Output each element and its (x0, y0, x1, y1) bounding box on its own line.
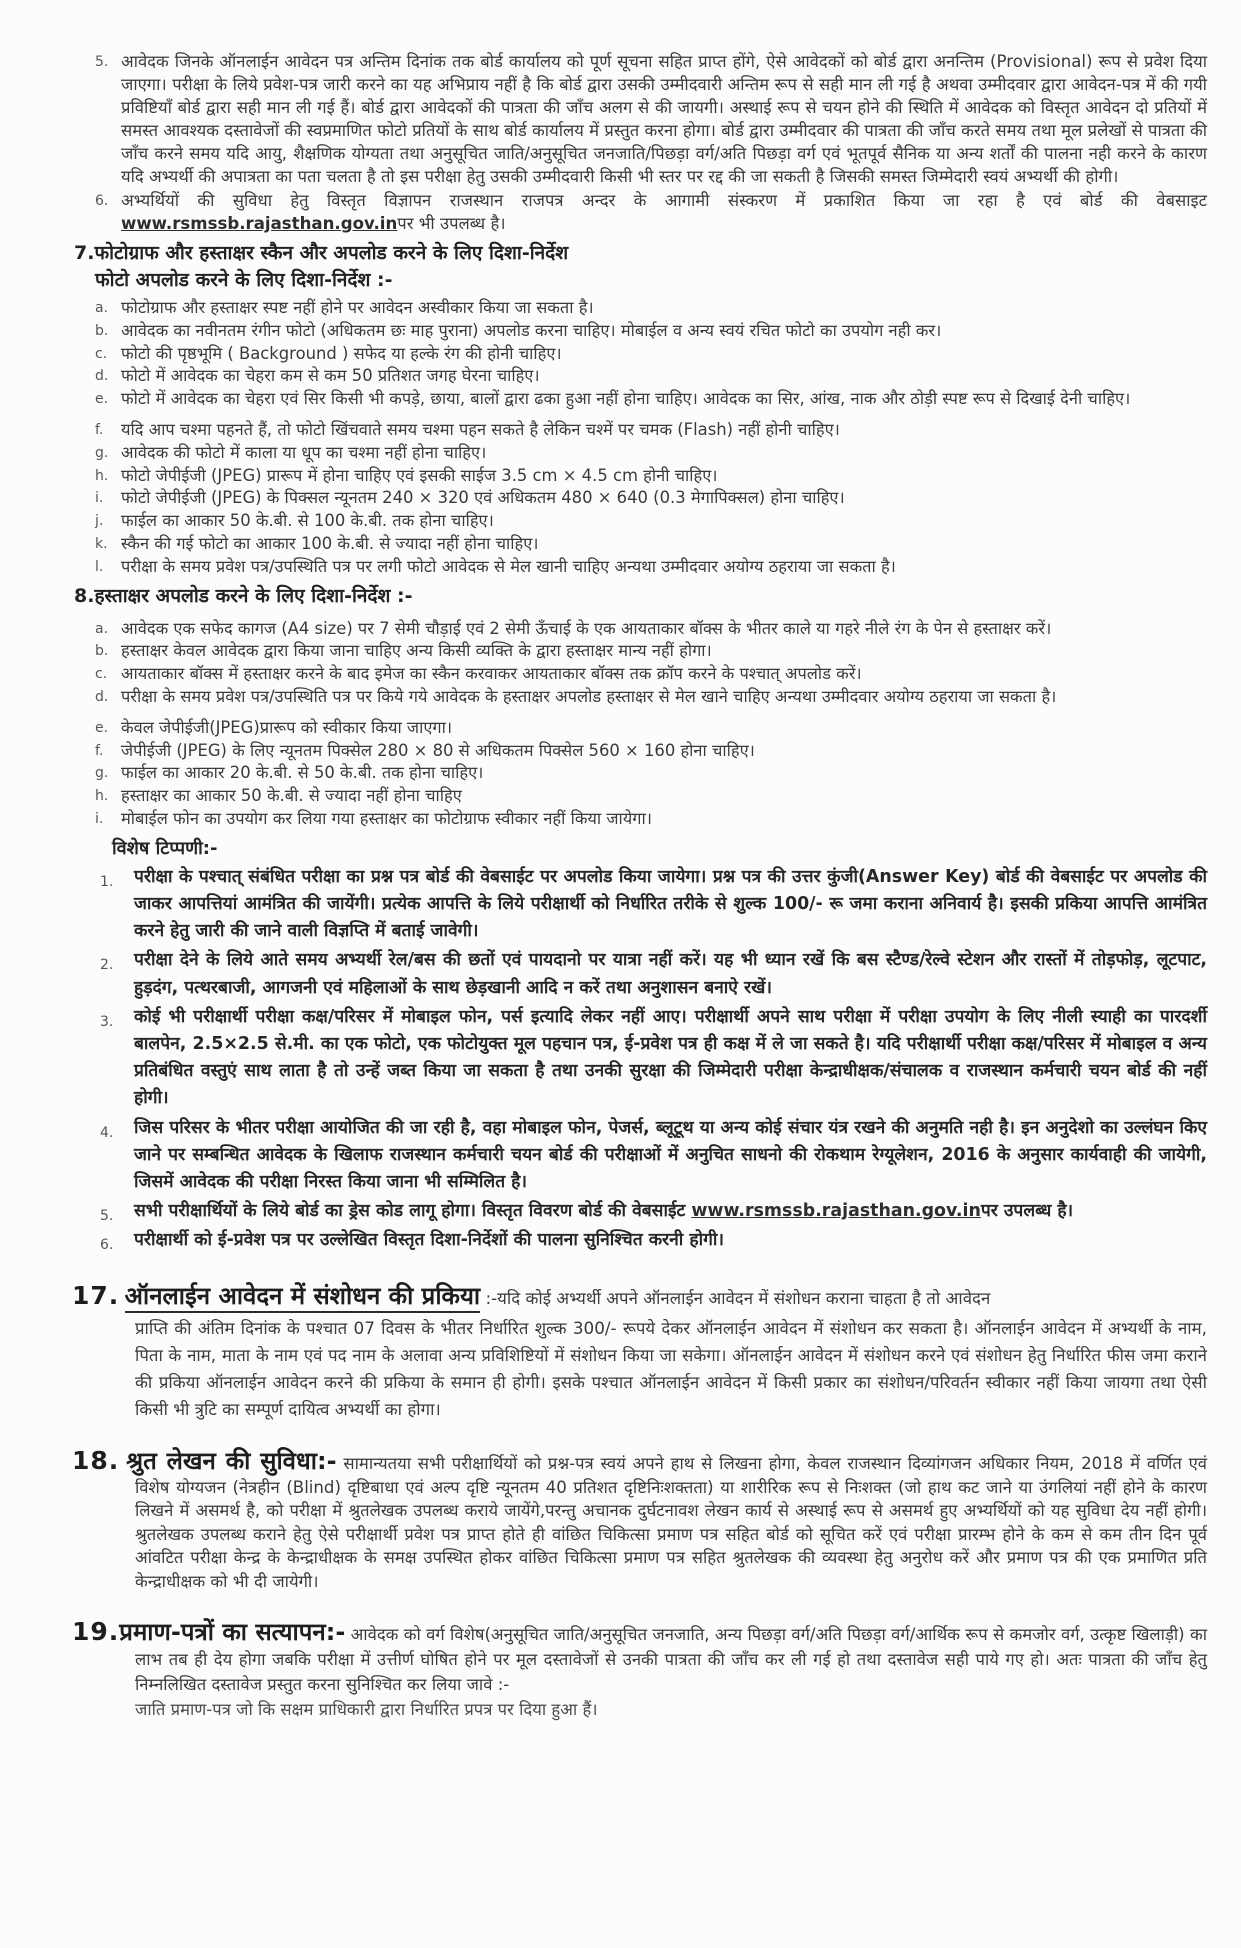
list-item (95, 556, 1207, 578)
item-marker: k. (95, 535, 108, 552)
item-marker: b. (95, 643, 109, 660)
dress-code-website-url: www.rsmssb.rajasthan.gov.in (691, 1201, 981, 1222)
item-text: परीक्षा के समय प्रवेश पत्र/उपस्थिति पत्र पर किये गये आवेदक के हस्ताक्षर अपलोड हस्ताक्षर से मेल खाने चाहिए अन्यथा उम्मीदवार अयोग्य ठहराया जा सकता है। (121, 686, 1057, 706)
item-text: फोटो जेपीईजी (JPEG) प्रारूप में होना चाहिए एवं इसकी साईज 3.5 cm × 4.5 cm होनी चाहिए। (121, 465, 718, 485)
section-17 (72, 1281, 1207, 1424)
item-marker: a. (95, 620, 109, 637)
item-marker: c. (95, 666, 108, 683)
item-text: स्कैन की गई फोटो का आकार 100 के.बी. से ज्यादा नहीं होना चाहिए। (121, 533, 539, 553)
item-text: फोटोग्राफ और हस्ताक्षर स्पष्ट नहीं होने पर आवेदन अस्वीकार किया जा सकता है। (121, 298, 594, 317)
list-item (95, 388, 1207, 410)
section17-body: प्राप्ति की अंतिम दिनांक के पश्चात 07 दिवस के भीतर निर्धारित शुल्क 300/- रूपये देकर ऑनलाईन आवेदन में संशोधन कर सकता है। ऑनलाईन आवेदन में अभ्यर्थी के नाम, पिता के नाम, माता के नाम एवं पद नाम के अलावा अन्य प्रविशिष्टियों में संशोधन किया जा सकेगा। ऑनलाईन आवेदन में संशोधन करने एवं संशोधन हेतु निर्धारित फीस जमा कराने की प्रकिया ऑनलाईन आवेदन करने की प्रकिया के समान ही होगी। इसके पश्चात ऑनलाईन आवेदन में किसी प्रकार का संशोधन/परिवर्तन स्वीकार नहीं किया जायगा तथा ऐसी किसी भी त्रुटि का सम्पूर्ण दायित्व अभ्यर्थी का होगा। (135, 1317, 1207, 1420)
note-item (100, 1115, 1207, 1197)
intro-item-5-marker: 5. (95, 54, 109, 70)
item-marker: e. (95, 391, 109, 408)
item-text: फोटो में आवेदक का चेहरा कम से कम 50 प्रतिशत जगह घेरना चाहिए। (121, 366, 540, 386)
item-text: कोई भी परीक्षार्थी परीक्षा कक्ष/परिसर में मोबाइल फोन, पर्स इत्यादि लेकर नहीं आए। परीक्षार्थी अपने साथ परीक्षा में परीक्षा उपयोग के लिए नीली स्याही का पारदर्शी बालपेन, 2.5×2.5 से.मी. का एक फोटो, एक फोटोयुक्त मूल पहचान पत्र, ई-प्रवेश पत्र ही कक्ष में ले जा सकते है। यदि परीक्षार्थी परीक्षा कक्ष/परिसर में मोबाइल व अन्य प्रतिबंधित वस्तुएं साथ लाता है तो उन्हें जब्त किया जा सकता है तथा उनकी सुरक्षा की जिम्मेदारी परीक्षा केन्द्राधीक्षक/संचालक व राजस्थान कर्मचारी चयन बोर्ड की नहीं होगी। (134, 1006, 1207, 1109)
section18-number: 18. (72, 1446, 120, 1476)
section17-title: ऑनलाईन आवेदन में संशोधन की प्रकिया (125, 1282, 480, 1313)
item-marker: h. (95, 467, 109, 484)
item-text-after: पर उपलब्ध है। (980, 1201, 1074, 1222)
section17-heading-row (72, 1281, 1207, 1313)
section18-paragraph (72, 1446, 1208, 1593)
intro-item-5 (95, 50, 1207, 188)
intro-item-5-text: आवेदक जिनके ऑनलाईन आवेदन पत्र अन्तिम दिनांक तक बोर्ड कार्यालय को पूर्ण सूचना सहित प्राप्त होंगे, ऐसे आवेदकों को बोर्ड द्वारा अनन्तिम (Provisional) रूप से प्रवेश दिया जाएगा। परीक्षा के लिये प्रवेश-पत्र जारी करने का यह अभिप्राय नहीं है कि बोर्ड द्वारा उसकी उम्मीदवारी अन्तिम रूप से सही मान ली गई है अथवा उम्मीदवार द्वारा आवेदन-पत्र में की गयी प्रविष्टियाँ बोर्ड द्वारा सही मान ली गई हैं। बोर्ड द्वारा आवेदकों की पात्रता की जाँच अलग से की जायगी। अस्थाई रूप से चयन होने की स्थिति में आवेदक को विस्तृत आवेदन दो प्रतियों में समस्त आवश्यक दस्तावेजों की स्वप्रमाणित फोटो प्रतियों के साथ बोर्ड कार्यालय में प्रस्तुत करना होगा। बोर्ड द्वारा उम्मीदवार की पात्रता की जाँच करते समय तथा मूल प्रलेखों से पात्रता की जाँच करने समय यदि आयु, शैक्षणिक योग्यता तथा अनुसूचित जाति/अनुसूचित जनजाति/पिछड़ा वर्ग/अति पिछड़ा वर्ग एवं भूतपूर्व सैनिक या अन्य शर्तों की पालना नही करने के कारण यदि अभ्यर्थी की अपात्रता का पता चलता है तो इस परीक्षा हेतु उसकी उम्मीदवारी किसी भी स्तर पर रद्द की जा सकती है जिसकी समस्त जिम्मेदारी स्वयं अभ्यर्थी की होगी। (121, 52, 1207, 186)
section18-body: सामान्यतया सभी परीक्षार्थियों को प्रश्न-पत्र स्वयं अपने हाथ से लिखना होगा, केवल राजस्थान दिव्यांगजन अधिकार नियम, 2018 में वर्णित एवं विशेष योग्यजन (नेत्रहीन (Blind) दृष्टिबाधा एवं अल्प दृष्टि न्यूनतम 40 प्रतिशत दृष्टिनिःशक्तता) या शारीरिक रूप से निःशक्त (जो हाथ कट जाने या उंगलियां नहीं होने के कारण लिखने में असमर्थ है, को परीक्षा में श्रुतलेखक उपलब्ध कराये जायेंगे,परन्तु अचानक दुर्घटनावश लेखन कार्य से अस्थाई रूप से असमर्थ हुए अभ्यर्थियों को यह सुविधा देय नहीं होगी। श्रुतलेखक उपलब्ध कराने हेतु ऐसे परीक्षार्थी प्रवेश पत्र प्राप्त होते ही वांछित चिकित्सा प्रमाण पत्र सहित बोर्ड को सूचित करें एवं परीक्षा प्रारम्भ होने के कम से कम तीन दिन पूर्व आंवटित परीक्षा केन्द्र के केन्द्राधीक्षक के समक्ष उपस्थित होकर वांछित चिकित्सा प्रमाण पत्र सहित श्रुतलेखक की व्यवस्था हेतु अनुरोध करें और प्रमाण पत्र की एक प्रमाणित प्रति केन्द्राधीक्षक को भी दी जायेगी। (135, 1454, 1208, 1591)
list-item (95, 640, 1207, 662)
item-marker: i. (95, 810, 104, 827)
note-item (100, 947, 1207, 1001)
intro-item-6 (95, 189, 1207, 235)
item-text: यदि आप चश्मा पहनते हैं, तो फोटो खिंचवाते समय चश्मा पहन सकते है लेकिन चश्में पर चमक (Flash) नहीं होनी चाहिए। (121, 419, 840, 439)
list-item (95, 808, 1207, 830)
item-text: परीक्षा देने के लिये आते समय अभ्यर्थी रेल/बस की छतों एवं पायदानो पर यात्रा नहीं करें। यह भी ध्यान रखें कि बस स्टैण्ड/रेल्वे स्टेशन और रास्तों में तोड़फोड़, लूटपाट, हुड़दंग, पत्थरबाजी, आगजनी एवं महिलाओं के साथ छेड़खानी आदि न करें तथा अनुशासन बनाऐ रखें। (134, 950, 1207, 998)
list-item (95, 717, 1207, 739)
item-marker: f. (95, 421, 104, 438)
item-marker: 4. (100, 1124, 114, 1141)
item-marker: a. (95, 300, 109, 316)
photo-guideline-list (95, 297, 1207, 578)
intro-item-6-text-after: पर भी उपलब्ध है। (397, 214, 506, 233)
note-item (100, 864, 1207, 946)
special-notes-list (100, 864, 1207, 1255)
section19-number: 19. (72, 1617, 120, 1647)
list-item (95, 762, 1207, 784)
section19-title: प्रमाण-पत्रों का सत्यापन:- (119, 1618, 346, 1647)
item-marker: l. (95, 558, 104, 575)
item-text: फोटो जेपीईजी (JPEG) के पिक्सल न्यूनतम 240 × 320 एवं अधिकतम 480 × 640 (0.3 मेगापिक्सल) होना चाहिए। (121, 488, 845, 508)
item-marker: 5. (100, 1208, 114, 1225)
item-marker: 3. (100, 1013, 114, 1030)
item-text: फोटो की पृष्ठभूमि ( Background ) सफेद या हल्के रंग की होनी चाहिए। (121, 343, 562, 363)
item-marker: e. (95, 719, 109, 736)
item-text: जेपीईजी (JPEG) के लिए न्यूनतम पिक्सेल 280 × 80 से अधिकतम पिक्सेल 560 × 160 होना चाहिए। (121, 740, 755, 760)
section-18 (72, 1446, 1208, 1593)
section8-heading: 8.हस्ताक्षर अपलोड करने के लिए दिशा-निर्देश :- (74, 584, 413, 607)
board-website-url: www.rsmssb.rajasthan.gov.in (121, 214, 398, 233)
intro-list (95, 50, 1207, 235)
item-text: केवल जेपीईजी(JPEG)प्रारूप को स्वीकार किया जाएगा। (121, 717, 453, 737)
note-item (100, 1198, 1207, 1225)
item-marker: 2. (100, 957, 114, 974)
list-item (95, 487, 1207, 509)
list-item (95, 686, 1207, 708)
section-19 (72, 1619, 1207, 1722)
list-item (95, 663, 1207, 685)
item-text: परीक्षार्थी को ई-प्रवेश पत्र पर उल्लेखित विस्तृत दिशा-निर्देशों की पालना सुनिश्चित करनी होगी। (134, 1230, 724, 1251)
list-item (95, 365, 1207, 387)
item-text: फाईल का आकार 20 के.बी. से 50 के.बी. तक होना चाहिए। (121, 763, 484, 783)
item-marker: 6. (100, 1237, 114, 1254)
section18-title: श्रुत लेखन की सुविधा:- (126, 1447, 337, 1476)
special-notes-heading: विशेष टिप्पणी:- (112, 837, 218, 859)
item-marker: d. (95, 368, 109, 385)
item-text: फाईल का आकार 50 के.बी. से 100 के.बी. तक होना चाहिए। (121, 511, 494, 531)
list-item (95, 465, 1207, 487)
item-text: हस्ताक्षर केवल आवेदक द्वारा किया जाना चाहिए अन्य किसी व्यक्ति के द्वारा हस्ताक्षर मान्य नहीं होगा। (121, 641, 712, 661)
signature-guideline-list (95, 618, 1207, 830)
photo-upload-subheading: फोटो अपलोड करने के लिए दिशा-निर्देश :- (95, 269, 393, 291)
item-text: हस्ताक्षर का आकार 50 के.बी. से ज्यादा नहीं होना चाहिए (121, 786, 462, 806)
item-text: सभी परीक्षार्थियों के लिये बोर्ड का ड्रेस कोड लागू होगा। विस्तृत विवरण बोर्ड की वेबसाईट (134, 1201, 692, 1222)
section17-lead: :-यदि कोई अभ्यर्थी अपने ऑनलाईन आवेदन में संशोधन कराना चाहता है तो आवेदन (485, 1287, 991, 1308)
item-marker: j. (95, 513, 104, 530)
item-text: आवेदक का नवीनतम रंगीन फोटो (अधिकतम छः माह पुराना) अपलोड करना चाहिए। मोबाईल व अन्य स्वयं रचित फोटो का उपयोग नही कर। (121, 320, 942, 340)
list-item (95, 533, 1207, 555)
list-item (95, 297, 1207, 319)
item-text: परीक्षा के पश्चात् संबंधित परीक्षा का प्रश्न पत्र बोर्ड की वेबसाईट पर अपलोड किया जायेगा। प्रश्न पत्र की उत्तर कुंजी(Answer Key) बोर्ड की वेबसाईट पर अपलोड की जाकर आपत्तियां आमंत्रित की जायेंगी। प्रत्येक आपत्ति के लिये परीक्षार्थी को निर्धारित तरीके से शुल्क 100/- रू जमा कराना अनिवार्य है। इसकी प्रकिया आपत्ति आमंत्रित करने हेतु जारी की जाने वाली विज्ञप्ति में बताई जावेगी। (134, 866, 1207, 942)
item-marker: h. (95, 788, 109, 805)
list-item (95, 442, 1207, 464)
item-marker: d. (95, 688, 109, 705)
item-marker: g. (95, 444, 109, 461)
intro-item-6-text: अभ्यर्थियों की सुविधा हेतु विस्तृत विज्ञापन राजस्थान राजपत्र अन्दर के आगामी संस्करण में प्रकाशित किया जा रहा है एवं बोर्ड की वेबसाइट (121, 191, 1207, 210)
list-item (95, 343, 1207, 365)
list-item (95, 740, 1207, 762)
item-marker: c. (95, 345, 108, 362)
section19-body: आवेदक को वर्ग विशेष(अनुसूचित जाति/अनुसूचित जनजाति, अन्य पिछड़ा वर्ग/अति पिछड़ा वर्ग/आर्थिक रूप से कमजोर वर्ग, उत्कृष्ट खिलाड़ी) का लाभ तब ही देय होगा जबकि परीक्षा में उत्तीर्ण घोषित होने पर मूल दस्तावेजों से उनकी पात्रता की जाँच कर ली गई हो तथा दस्तावेज सही पाये गए हो। अतः पात्रता की जाँच हेतु निम्नलिखित दस्तावेज प्रस्तुत करना सुनिश्चित कर लिया जावे :- (135, 1625, 1207, 1695)
item-marker: f. (95, 742, 104, 759)
item-text: मोबाईल फोन का उपयोग कर लिया गया हस्ताक्षर का फोटोग्राफ स्वीकार नहीं किया जायेगा। (121, 808, 652, 828)
list-item (95, 618, 1207, 640)
item-text: फोटो में आवेदक का चेहरा एवं सिर किसी भी कपड़े, छाया, बालों द्वारा ढका हुआ नहीं होना चाहिए। आवेदक का सिर, आंख, नाक और ठोड़ी स्पष्ट रूप से दिखाई देनी चाहिए। (121, 389, 1131, 409)
item-text: आयताकार बॉक्स में हस्ताक्षर करने के बाद इमेज का स्कैन करवाकर आयताकार बॉक्स तक क्रॉप करने के पश्चात् अपलोड करें। (121, 664, 862, 684)
item-marker: i. (95, 490, 104, 507)
item-text: आवेदक की फोटो में काला या धूप का चश्मा नहीं होना चाहिए। (121, 442, 487, 462)
intro-item-6-marker: 6. (95, 193, 109, 209)
section17-number: 17. (72, 1280, 120, 1310)
section7-heading: 7.फोटोग्राफ और हस्ताक्षर स्कैन और अपलोड करने के लिए दिशा-निर्देश (74, 242, 569, 264)
item-marker: b. (95, 322, 109, 339)
note-item (100, 1227, 1207, 1254)
list-item (95, 320, 1207, 342)
item-marker: 1. (100, 873, 114, 890)
list-item (95, 785, 1207, 807)
list-item (95, 419, 1207, 441)
section19-paragraph (72, 1619, 1207, 1697)
item-text: आवेदक एक सफेद कागज (A4 size) पर 7 सेमी चौड़ाई एवं 2 सेमी ऊँचाई के एक आयताकार बॉक्स के भीतर काले या गहरे नीले रंग के पेन से हस्ताक्षर करें। (121, 618, 1052, 638)
item-text: जिस परिसर के भीतर परीक्षा आयोजित की जा रही है, वहा मोबाइल फोन, पेजर्स, ब्लूटूथ या अन्य कोई संचार यंत्र रखने की अनुमति नही है। इन अनुदेशो का उल्लंघन किए जाने पर सम्बन्धित आवेदक के खिलाफ राजस्थान कर्मचारी चयन बोर्ड की परीक्षाओं में अनुचित साधनो की रोकथाम रेग्यूलेशन, 2016 के अनुसार कार्यवाही की जायेगी, जिसमें आवेदक की परीक्षा निरस्त किया जाना भी सम्मिलित है। (134, 1117, 1207, 1192)
item-marker: g. (95, 765, 109, 782)
item-text: परीक्षा के समय प्रवेश पत्र/उपस्थिति पत्र पर लगी फोटो आवेदक से मेल खानी चाहिए अन्यथा उम्मीदवार अयोग्य ठहराया जा सकता है। (121, 556, 896, 576)
note-item (100, 1004, 1207, 1113)
list-item (95, 510, 1207, 532)
section19-partial-line: जाति प्रमाण-पत्र जो कि सक्षम प्राधिकारी द्वारा निर्धारित प्रपत्र पर दिया हुआ हैं। (135, 1700, 598, 1720)
